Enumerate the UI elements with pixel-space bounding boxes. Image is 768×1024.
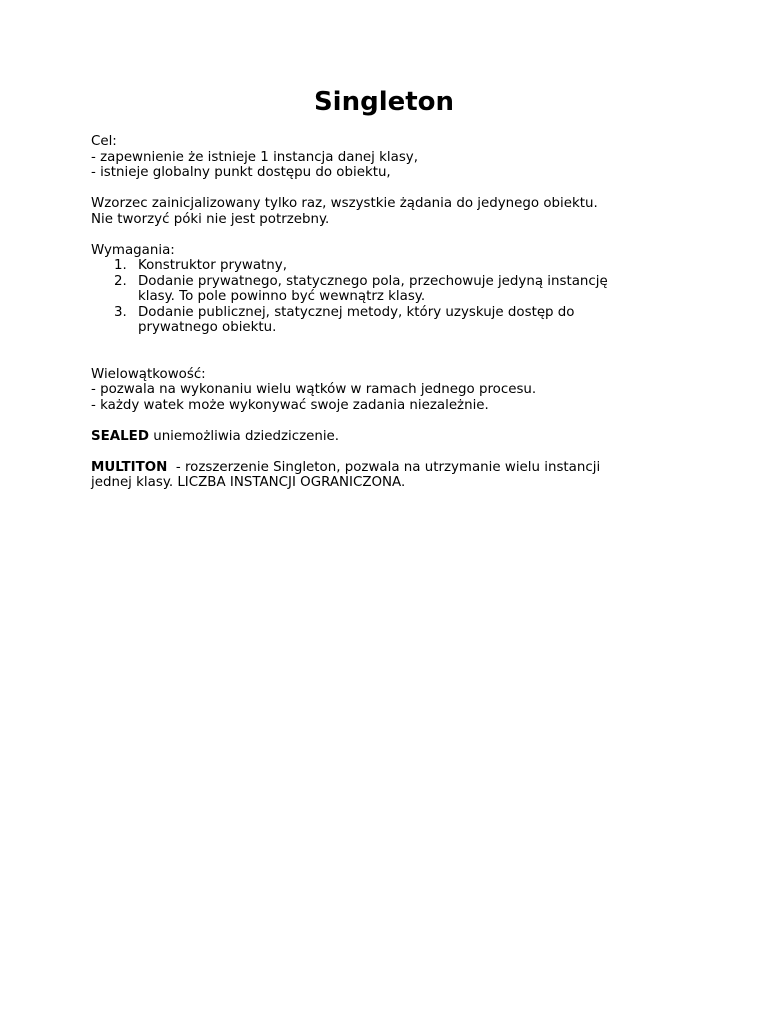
list-item-text: Dodanie publicznej, statycznej metody, który uzyskuje dostęp do [138,304,575,320]
multiton-text: - rozszerzenie Singleton, pozwala na utrzymanie wielu instancji [167,459,601,475]
list-item-number: 2. [114,273,127,289]
sealed-keyword: SEALED [91,428,149,444]
sealed-section [91,429,691,445]
multiton-line: jednej klasy. LICZBA INSTANCJI OGRANICZONA. [91,475,406,490]
spacer [91,181,691,197]
list-item-text: Konstruktor prywatny, [138,258,287,273]
multithreading-section [91,367,691,414]
list-item [91,274,691,305]
list-item-text: klasy. To pole powinno być wewnątrz klasy. [138,289,426,304]
list-item [91,305,691,336]
multiton-keyword: MULTITON [91,459,168,475]
goal-line: - zapewnienie że istnieje 1 instancja danej klasy, [91,149,418,165]
spacer [91,336,691,367]
requirements-list [91,258,691,336]
requirements-heading: Wymagania: [91,242,175,258]
multithreading-heading: Wielowątkowość: [91,366,206,382]
goal-heading: Cel: [91,134,117,149]
list-item-text: prywatnego obiektu. [138,320,277,335]
sealed-text: uniemożliwia dziedziczenie. [148,428,340,444]
page-title: Singleton [313,87,455,117]
list-item-text: Dodanie prywatnego, statycznego pola, przechowuje jedyną instancję [138,273,608,289]
spacer [91,444,691,460]
goal-line: - istnieje globalny punkt dostępu do obiektu, [91,165,391,180]
init-section [91,196,691,227]
document-body [91,134,691,491]
multithreading-line: - każdy watek może wykonywać swoje zadania niezależnie. [91,397,489,413]
multiton-line [91,460,691,476]
list-item-number: 1. [114,258,127,273]
multithreading-line: - pozwala na wykonaniu wielu wątków w ramach jednego procesu. [91,382,537,397]
list-item [91,258,691,274]
list-item-number: 3. [114,304,127,320]
multiton-section [91,460,691,491]
init-line: Nie tworzyć póki nie jest potrzebny. [91,211,330,227]
spacer [91,227,691,243]
spacer [91,413,691,429]
goal-section [91,134,691,181]
requirements-section [91,243,691,336]
init-line: Wzorzec zainicjalizowany tylko raz, wszystkie żądania do jedynego obiektu. [91,196,598,211]
